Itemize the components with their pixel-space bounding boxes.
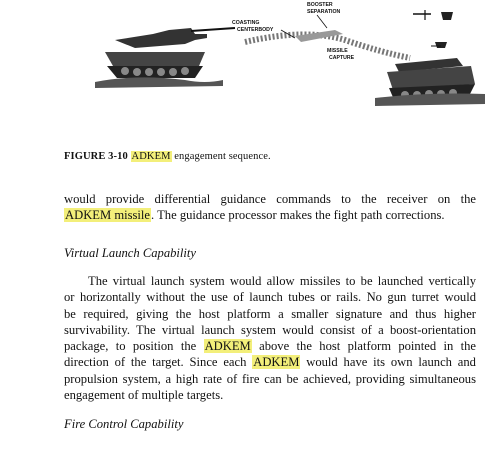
target-tank-drawing — [95, 28, 235, 88]
figure-number: FIGURE 3-10 — [64, 151, 128, 162]
paragraph-line: survivability. The virtual launch system would consist of a boost-orientation — [64, 322, 476, 337]
heading-fire-control: Fire Control Capability — [64, 417, 184, 431]
paragraph-line: be required, giving the host platform a smaller signature and thus higher — [64, 306, 476, 321]
label-capture: CAPTURE — [329, 55, 355, 61]
line-text: package, to position the — [64, 339, 204, 354]
paragraph-line: would provide differential guidance commands to the receiver on the — [64, 192, 476, 206]
label-coasting: COASTING — [232, 20, 260, 26]
label-separation: SEPARATION — [307, 9, 341, 15]
paragraph-guidance — [64, 191, 476, 224]
caption-text: engagement sequence. — [171, 151, 271, 162]
figure-caption — [64, 151, 271, 162]
paragraph-line — [64, 207, 476, 223]
paragraph-line-rest: . The guidance processor makes the fight path corrections. — [151, 208, 445, 223]
paragraph-line: The virtual launch system would allow missiles to be launched vertically — [88, 274, 476, 288]
paragraph-line: or horizontally without the use of launch tubes or rails. No gun turret would — [64, 290, 476, 305]
paragraph-line — [64, 354, 476, 370]
line-text: would have its own launch and — [300, 355, 476, 370]
label-centerbody: CENTERBODY — [237, 27, 274, 33]
caption-highlight: ADKEM — [131, 151, 171, 162]
highlight-adkem: ADKEM — [253, 355, 300, 370]
heading-virtual-launch: Virtual Launch Capability — [64, 246, 197, 260]
line-text: direction of the target. Since each — [64, 355, 253, 370]
paragraph-virtual-launch — [64, 273, 476, 403]
line-text: above the host platform pointed in the — [251, 339, 476, 354]
trajectory-arc — [245, 34, 410, 58]
paragraph-line: propulsion system, a high rate of fire can be achieved, providing simultaneous — [64, 371, 476, 386]
paragraph-line: engagement of multiple targets. — [64, 388, 224, 403]
host-tank-drawing — [375, 58, 485, 106]
highlight-adkem: ADKEM — [204, 339, 251, 354]
engagement-figure — [95, 0, 485, 110]
label-missile: MISSILE — [327, 48, 348, 54]
booster-pieces — [413, 10, 453, 48]
label-booster: BOOSTER — [307, 2, 333, 8]
engagement-illustration — [95, 0, 485, 110]
highlight-adkem-missile: ADKEM missile — [65, 208, 151, 223]
paragraph-line — [64, 338, 476, 354]
